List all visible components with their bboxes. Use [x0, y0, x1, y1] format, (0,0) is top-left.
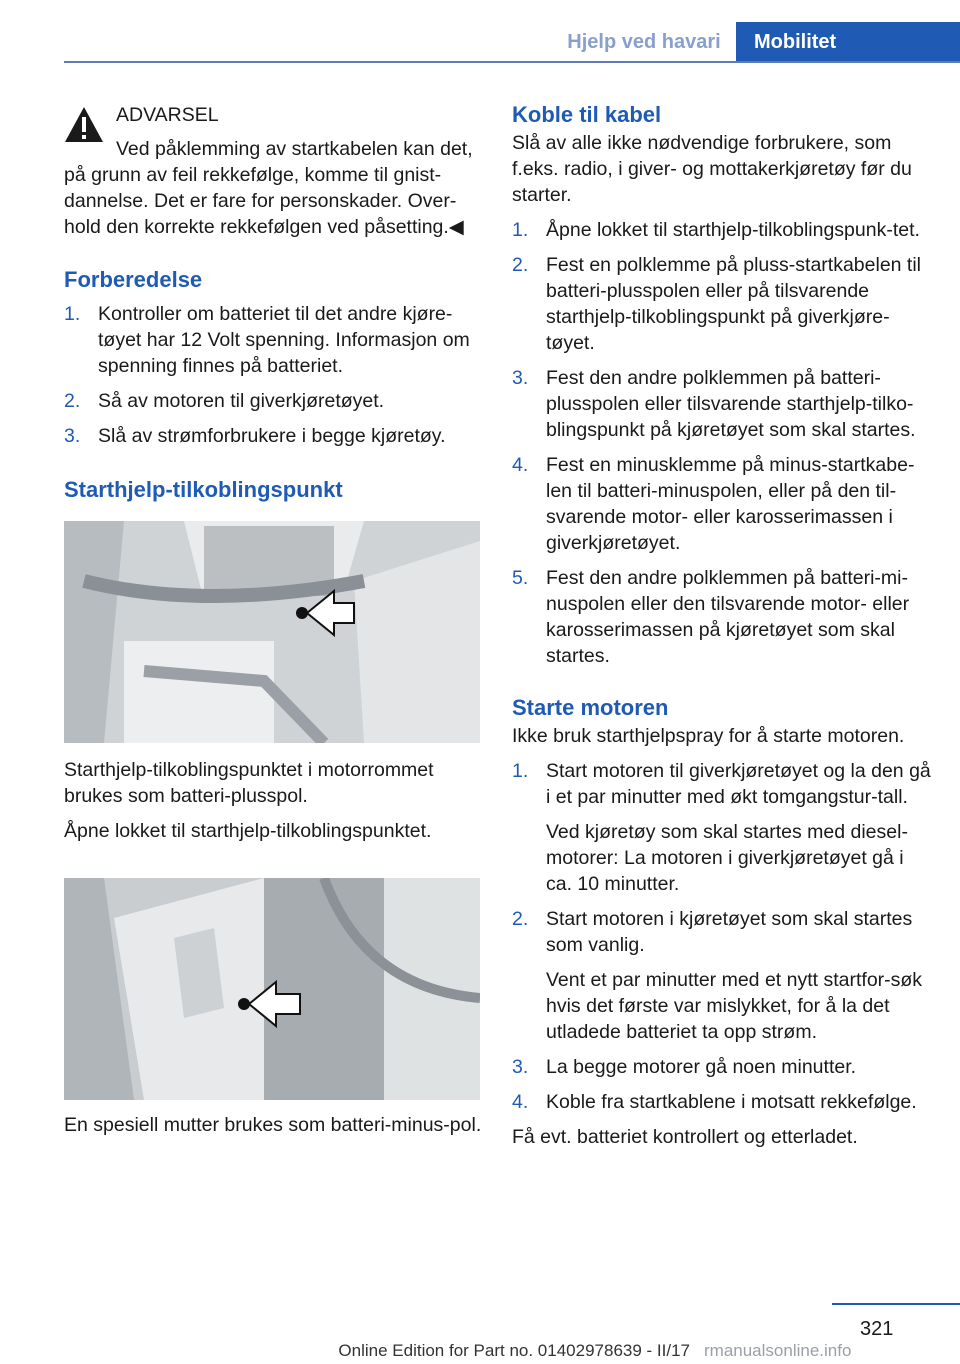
- list-item: [512, 1089, 932, 1115]
- edition-text: Online Edition for Part no. 01402978639 - II/17: [338, 1341, 690, 1360]
- tab-mobilitet[interactable]: Mobilitet: [736, 22, 960, 63]
- right-column: [512, 100, 932, 1150]
- list-item: [512, 217, 932, 243]
- list-subtext: Vent et par minutter med et nytt startfor-søk hvis det første var mislykket, for å la det utladede batteriet ta opp strøm.: [546, 969, 923, 1043]
- list-item: [64, 423, 482, 449]
- caption-plus-terminal: Starthjelp-tilkoblingspunktet i motorrommet brukes som batteri-plusspol.: [64, 759, 434, 807]
- list-koble: [512, 217, 932, 669]
- list-item: [64, 301, 482, 379]
- heading-forberedelse: Forberedelse: [64, 267, 203, 292]
- warning-triangle-icon: [64, 106, 104, 144]
- list-text: Fest en polklemme på pluss-startkabelen til batteri-plusspolen eller på tilsvarende starthjelp-tilkoblingspunkt på giverkjøre-tøyet.: [546, 254, 922, 354]
- list-number: 2.: [512, 254, 529, 276]
- list-item: [512, 365, 932, 443]
- list-number: 4.: [512, 1091, 529, 1113]
- list-text: Start motoren i kjøretøyet som skal startes som vanlig.: [546, 908, 913, 956]
- list-item: [512, 452, 932, 556]
- footer-rule: [832, 1303, 960, 1305]
- list-item: [512, 758, 932, 897]
- list-item: [512, 906, 932, 1045]
- list-number: 4.: [512, 454, 529, 476]
- list-number: 3.: [64, 425, 81, 447]
- list-number: 3.: [512, 367, 529, 389]
- list-item: [64, 388, 482, 414]
- list-number: 3.: [512, 1056, 529, 1078]
- warning-box: [64, 100, 482, 240]
- list-text: Så av motoren til giverkjøretøyet.: [98, 390, 385, 412]
- list-text: Koble fra startkablene i motsatt rekkefølge.: [546, 1091, 917, 1113]
- list-text: Fest den andre polklemmen på batteri-plusspolen eller tilsvarende starthjelp-tilko-blingspunkt på kjøretøyet som skal startes.: [546, 367, 916, 441]
- list-item: [512, 1054, 932, 1080]
- list-number: 1.: [64, 303, 81, 325]
- list-text: La begge motorer gå noen minutter.: [546, 1056, 857, 1078]
- engine-photo-minus-terminal: [64, 878, 480, 1100]
- koble-intro: Slå av alle ikke nødvendige forbrukere, som f.eks. radio, i giver- og mottakerkjøretøy før du starter.: [512, 132, 912, 206]
- list-number: 5.: [512, 567, 529, 589]
- list-subtext: Ved kjøretøy som skal startes med diesel-motorer: La motoren i giverkjøretøyet gå i ca. 10 minutter.: [546, 821, 908, 895]
- heading-starte: Starte motoren: [512, 695, 669, 720]
- caption-minus-terminal: En spesiell mutter brukes som batteri-minus-pol.: [64, 1114, 482, 1136]
- list-number: 2.: [64, 390, 81, 412]
- list-forberedelse: [64, 301, 482, 449]
- heading-starthjelp: Starthjelp-tilkoblingspunkt: [64, 477, 343, 502]
- engine-photo-illustration: [64, 878, 480, 1100]
- left-column: [64, 100, 482, 1138]
- warning-title: ADVARSEL: [116, 104, 219, 126]
- list-text: Kontroller om batteriet til det andre kjøre-tøyet har 12 Volt spenning. Informasjon om spenning finnes på batteriet.: [98, 303, 470, 377]
- list-item: [512, 565, 932, 669]
- warning-text: Ved påklemming av startkabelen kan det, på grunn av feil rekkefølge, komme til gnist-dannelse. Det er fare for personskader. Over-hold den korrekte rekkefølgen ved påsetting.◀: [64, 138, 473, 238]
- starte-outro: Få evt. batteriet kontrollert og etterladet.: [512, 1126, 858, 1148]
- list-text: Fest en minusklemme på minus-startkabe-len til batteri-minuspolen, eller på den til-svarende motor- eller karosserimassen i giverkjøretøyet.: [546, 454, 915, 554]
- watermark-text: rmanualsonline.info: [704, 1341, 852, 1360]
- starte-intro: Ikke bruk starthjelpspray for å starte motoren.: [512, 725, 905, 747]
- caption-open-cover: Åpne lokket til starthjelp-tilkoblingspunktet.: [64, 820, 432, 842]
- header-rule: [64, 61, 960, 63]
- list-starte: [512, 758, 932, 1115]
- list-text: Fest den andre polklemmen på batteri-mi-nuspolen eller den tilsvarende motor- eller karosserimassen på kjøretøyet som skal startes.: [546, 567, 910, 667]
- list-text: Slå av strømforbrukere i begge kjøretøy.: [98, 425, 446, 447]
- list-number: 2.: [512, 908, 529, 930]
- list-text: Start motoren til giverkjøretøyet og la den gå i et par minutter med økt tomgangstur-tall.: [546, 760, 931, 808]
- page-number: 321: [860, 1318, 894, 1340]
- tab-hjelp-ved-havari[interactable]: Hjelp ved havari: [567, 31, 721, 53]
- list-text: Åpne lokket til starthjelp-tilkoblingspunk-tet.: [546, 219, 920, 241]
- engine-photo-plus-terminal: [64, 521, 480, 743]
- list-number: 1.: [512, 760, 529, 782]
- engine-photo-illustration: [64, 521, 480, 743]
- heading-koble: Koble til kabel: [512, 102, 662, 127]
- list-number: 1.: [512, 219, 529, 241]
- list-item: [512, 252, 932, 356]
